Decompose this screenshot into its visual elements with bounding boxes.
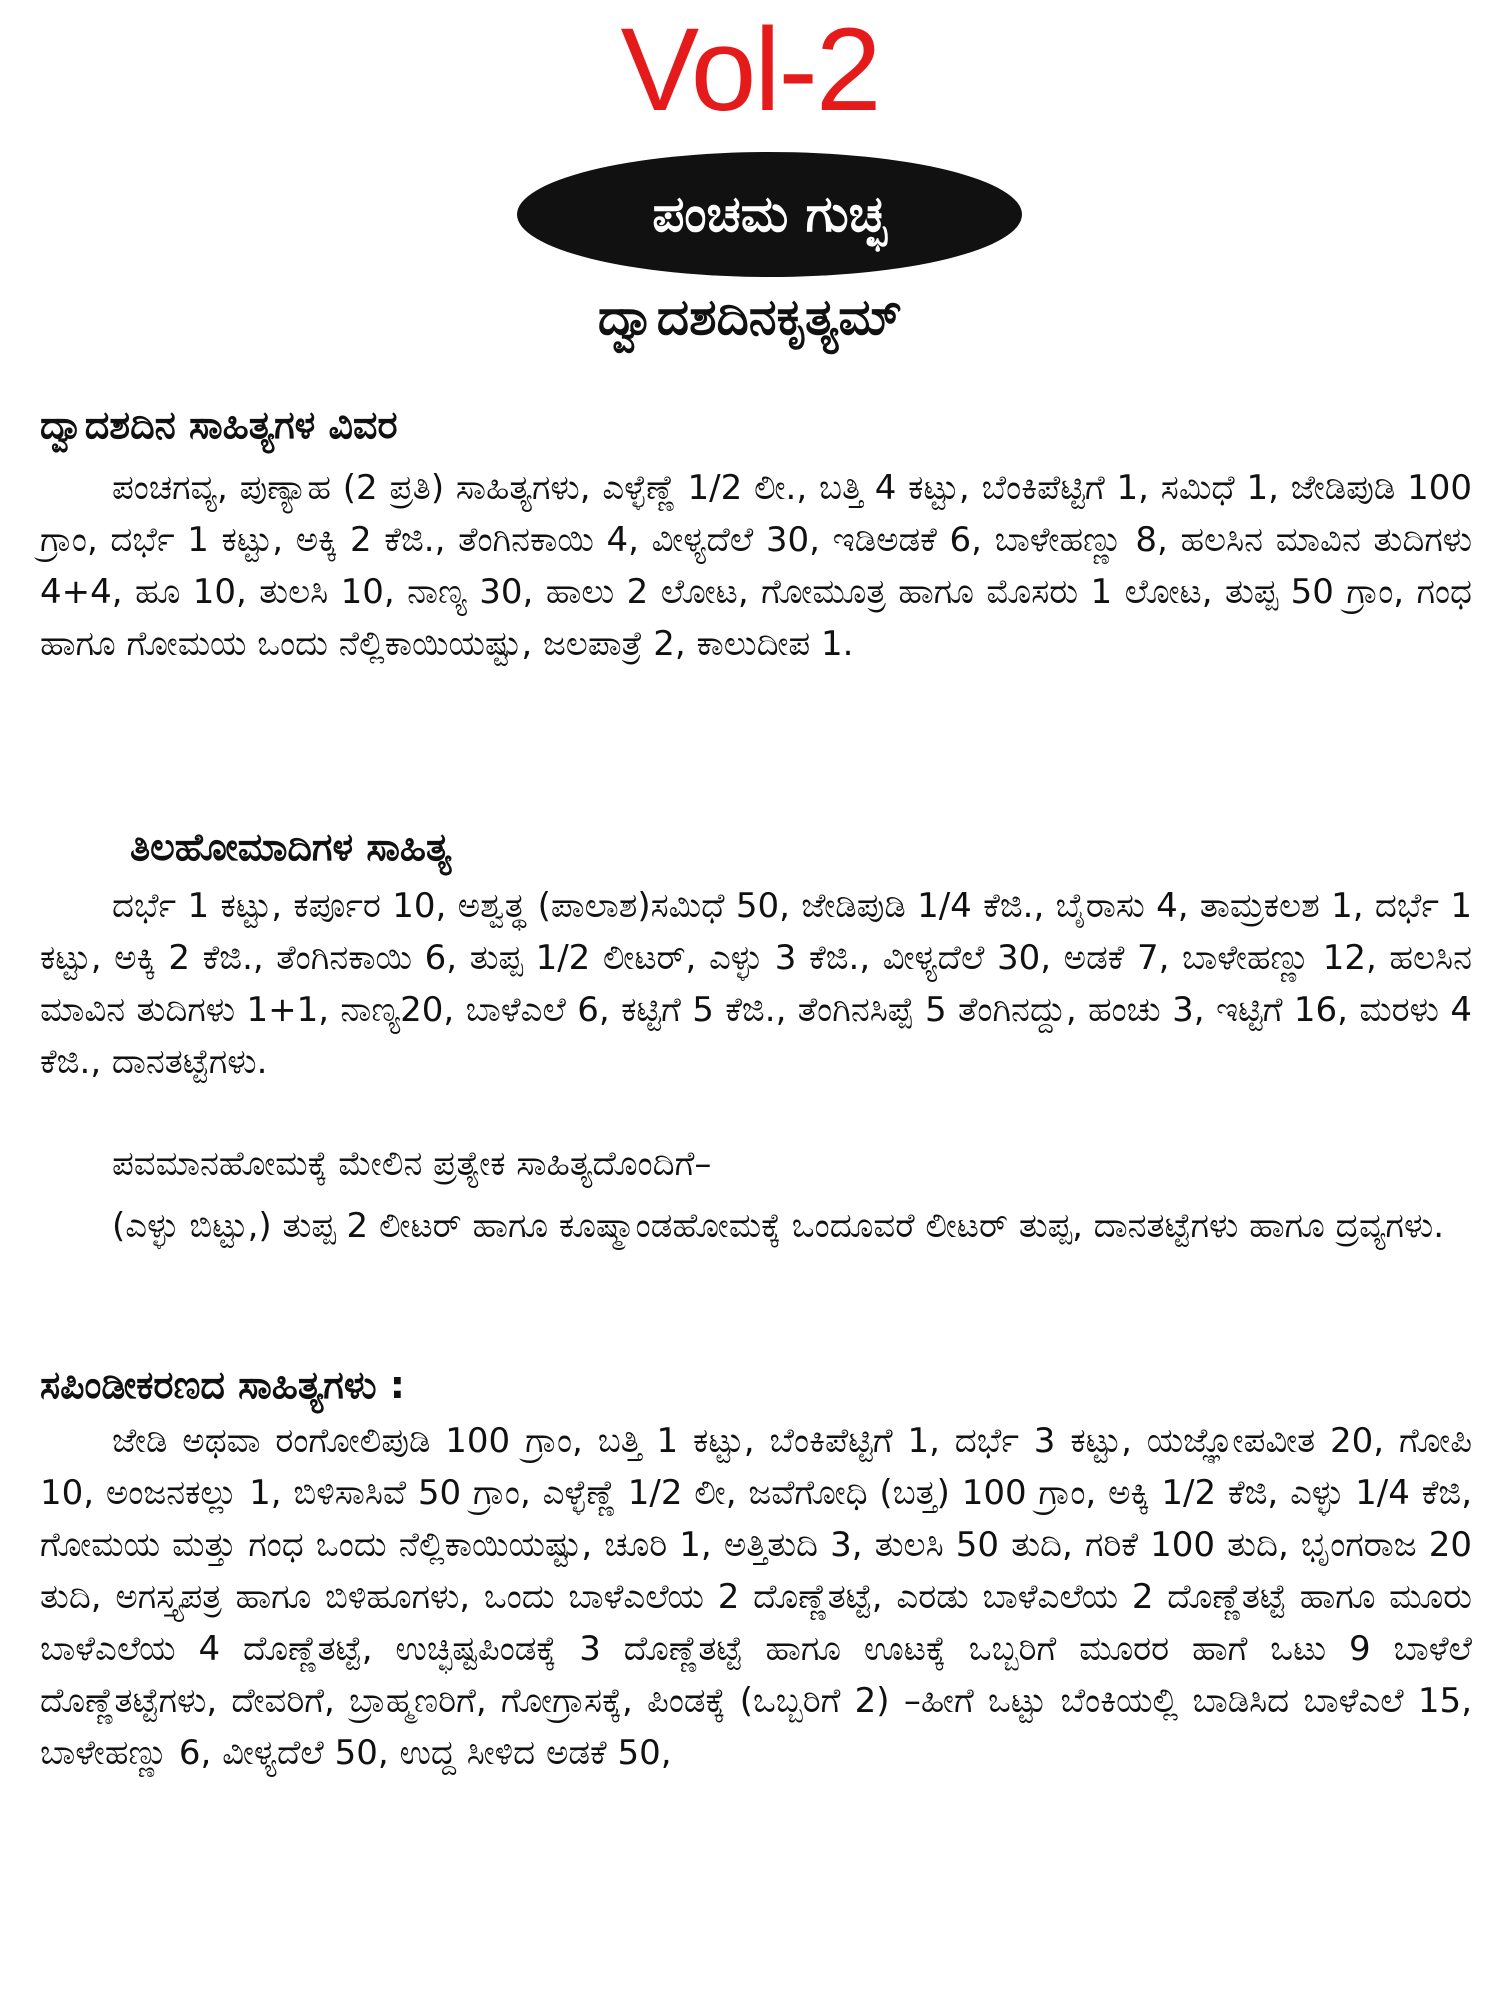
page-title: ದ್ವಾದಶದಿನಕೃತ್ಯಮ್ bbox=[597, 288, 903, 346]
section-1-paragraph-1: ಪಂಚಗವ್ಯ, ಪುಣ್ಯಾಹ (2 ಪ್ರತಿ) ಸಾಹಿತ್ಯಗಳು, ಎಳ್ಳೆಣ್ಣೆ 1/2 ಲೀ., ಬತ್ತಿ 4 ಕಟ್ಟು, ಬೆಂಕಿಪೆಟ್ಟಿಗೆ 1, ಸಮಿಧೆ 1, ಜೇಡಿಪುಡಿ 100 ಗ್ರಾಂ, ದರ್ಭೆ 1 ಕಟ್ಟು, ಅಕ್ಕಿ 2 ಕೆಜಿ., ತೆಂಗಿನಕಾಯಿ 4, ವೀಳ್ಯದೆಲೆ 30, ಇಡಿಅಡಕೆ 6, ಬಾಳೇಹಣ್ಣು 8, ಹಲಸಿನ ಮಾವಿನ ತುದಿಗಳು 4+4, ಹೂ 10, ತುಲಸಿ 10, ನಾಣ್ಯ 30, ಹಾಲು 2 ಲೋಟ, ಗೋಮೂತ್ರ ಹಾಗೂ ಮೊಸರು 1 ಲೋಟ, ತುಪ್ಪ 50 ಗ್ರಾಂ, ಗಂಧ ಹಾಗೂ ಗೋಮಯ ಒಂದು ನೆಲ್ಲಿಕಾಯಿಯಷ್ಟು, ಜಲಪಾತ್ರೆ 2, ಕಾಲುದೀಪ 1. bbox=[40, 468, 1472, 664]
section-heading-1: ದ್ವಾದಶದಿನ ಸಾಹಿತ್ಯಗಳ ವಿವರ bbox=[40, 403, 398, 447]
volume-label: Vol-2 bbox=[620, 4, 880, 136]
section-2-paragraph-1: ದರ್ಭೆ 1 ಕಟ್ಟು, ಕರ್ಪೂರ 10, ಅಶ್ವತ್ಥ (ಪಾಲಾಶ)ಸಮಿಧೆ 50, ಜೇಡಿಪುಡಿ 1/4 ಕೆಜಿ., ಬೈರಾಸು 4, ತಾಮ್ರಕಲಶ 1, ದರ್ಭೆ 1 ಕಟ್ಟು, ಅಕ್ಕಿ 2 ಕೆಜಿ., ತೆಂಗಿನಕಾಯಿ 6, ತುಪ್ಪ 1/2 ಲೀಟರ್, ಎಳ್ಳು 3 ಕೆಜಿ., ವೀಳ್ಯದೆಲೆ 30, ಅಡಕೆ 7, ಬಾಳೇಹಣ್ಣು 12, ಹಲಸಿನ ಮಾವಿನ ತುದಿಗಳು 1+1, ನಾಣ್ಯ20, ಬಾಳೆಎಲೆ 6, ಕಟ್ಟಿಗೆ 5 ಕೆಜಿ., ತೆಂಗಿನಸಿಪ್ಪೆ 5 ತೆಂಗಿನದ್ದು, ಹಂಚು 3, ಇಟ್ಟಿಗೆ 16, ಮರಳು 4 ಕೆಜಿ., ದಾನತಟ್ಟೆಗಳು. bbox=[40, 886, 1472, 1082]
oval-title: ಪಂಚಮ ಗುಚ್ಛ bbox=[652, 185, 887, 243]
section-2-paragraph-3: (ಎಳ್ಳು ಬಿಟ್ಟು,) ತುಪ್ಪ 2 ಲೀಟರ್ ಹಾಗೂ ಕೂಷ್ಮಾಂಡಹೋಮಕ್ಕೆ ಒಂದೂವರೆ ಲೀಟರ್ ತುಪ್ಪ, ದಾನತಟ್ಟೆಗಳು ಹಾಗೂ ದ್ರವ್ಯಗಳು. bbox=[112, 1206, 1445, 1246]
section-2-paragraph-2: ಪವಮಾನಹೋಮಕ್ಕೆ ಮೇಲಿನ ಪ್ರತ್ಯೇಕ ಸಾಹಿತ್ಯದೊಂದಿಗೆ– bbox=[112, 1144, 712, 1184]
section-heading-3: ಸಪಿಂಡೀಕರಣದ ಸಾಹಿತ್ಯಗಳು : bbox=[40, 1363, 405, 1407]
section-heading-2: ತಿಲಹೋಮಾದಿಗಳ ಸಾಹಿತ್ಯ bbox=[130, 825, 452, 869]
section-oval-badge bbox=[517, 152, 1022, 277]
section-3-paragraph-1: ಜೇಡಿ ಅಥವಾ ರಂಗೋಲಿಪುಡಿ 100 ಗ್ರಾಂ, ಬತ್ತಿ 1 ಕಟ್ಟು, ಬೆಂಕಿಪೆಟ್ಟಿಗೆ 1, ದರ್ಭೆ 3 ಕಟ್ಟು, ಯಜ್ಞೋಪವೀತ 20, ಗೋಪಿ 10, ಅಂಜನಕಲ್ಲು 1, ಬಿಳಿಸಾಸಿವೆ 50 ಗ್ರಾಂ, ಎಳ್ಳೆಣ್ಣೆ 1/2 ಲೀ, ಜವೆಗೋಧಿ (ಬತ್ತ) 100 ಗ್ರಾಂ, ಅಕ್ಕಿ 1/2 ಕೆಜಿ, ಎಳ್ಳು 1/4 ಕೆಜಿ, ಗೋಮಯ ಮತ್ತು ಗಂಧ ಒಂದು ನೆಲ್ಲಿಕಾಯಿಯಷ್ಟು, ಚೂರಿ 1, ಅತ್ತಿತುದಿ 3, ತುಲಸಿ 50 ತುದಿ, ಗರಿಕೆ 100 ತುದಿ, ಭೃಂಗರಾಜ 20 ತುದಿ, ಅಗಸ್ತ್ಯಪತ್ರ ಹಾಗೂ ಬಿಳಿಹೂಗಳು, ಒಂದು ಬಾಳೆಎಲೆಯ 2 ದೊಣ್ಣೆತಟ್ಟೆ, ಎರಡು ಬಾಳೆಎಲೆಯ 2 ದೊಣ್ಣೆತಟ್ಟೆ ಹಾಗೂ ಮೂರು ಬಾಳೆಎಲೆಯ 4 ದೊಣ್ಣೆತಟ್ಟೆ, ಉಚ್ಛಿಷ್ಟಪಿಂಡಕ್ಕೆ 3 ದೊಣ್ಣೆತಟ್ಟೆ ಹಾಗೂ ಊಟಕ್ಕೆ ಒಬ್ಬರಿಗೆ ಮೂರರ ಹಾಗೆ ಒಟು 9 ಬಾಳೆಲೆ ದೊಣ್ಣೆತಟ್ಟೆಗಳು, ದೇವರಿಗೆ, ಬ್ರಾಹ್ಮಣರಿಗೆ, ಗೋಗ್ರಾಸಕ್ಕೆ, ಪಿಂಡಕ್ಕೆ (ಒಬ್ಬರಿಗೆ 2) –ಹೀಗೆ ಒಟ್ಟು ಬೆಂಕಿಯಲ್ಲಿ ಬಾಡಿಸಿದ ಬಾಳೆಎಲೆ 15, ಬಾಳೇಹಣ್ಣು 6, ವೀಳ್ಯದೆಲೆ 50, ಉದ್ದ ಸೀಳಿದ ಅಡಕೆ 50, bbox=[40, 1421, 1472, 1773]
